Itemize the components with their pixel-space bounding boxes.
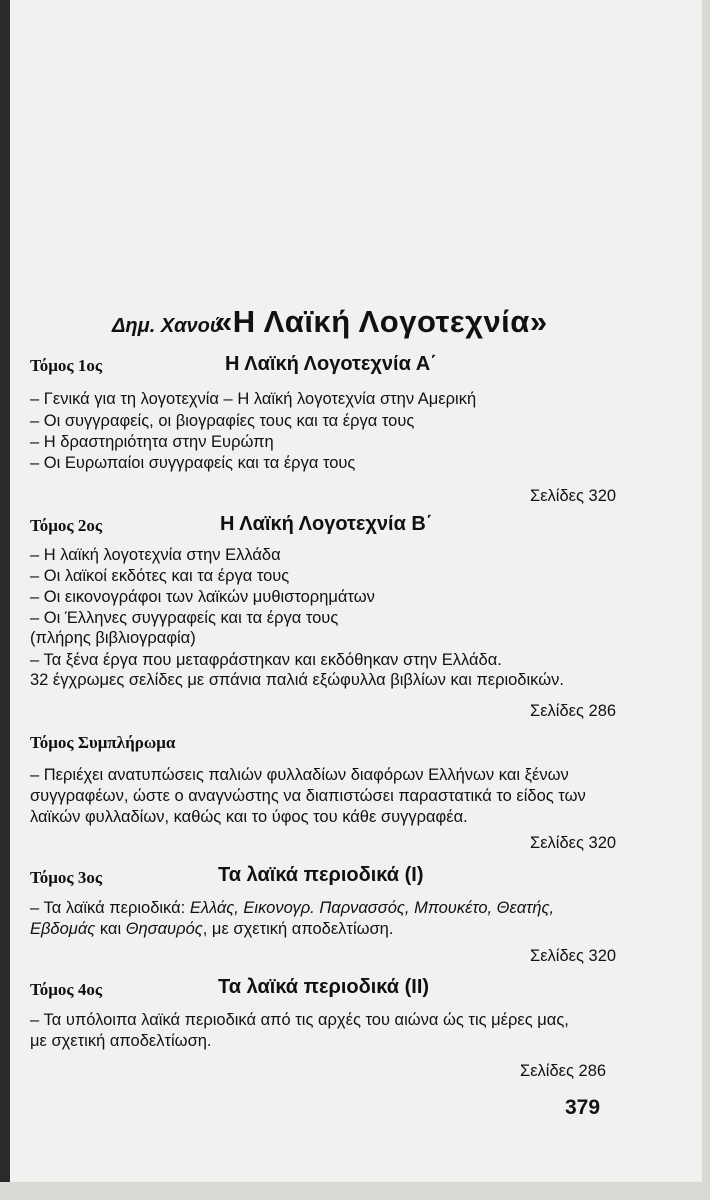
volume2-pages: Σελίδες 286 [530, 702, 617, 720]
volume1-title: Η Λαϊκή Λογοτεχνία Α΄ [225, 353, 437, 375]
volume3-title: Τα λαϊκά περιοδικά (Ι) [218, 864, 424, 886]
volume3-line2-italic-b: Θησαυρός [125, 920, 203, 938]
header-author: Δημ. Χανού [112, 315, 222, 337]
volume2-title: Η Λαϊκή Λογοτεχνία Β΄ [220, 513, 433, 535]
volume3-label: Τόμος 3ος [30, 868, 103, 887]
volume3-line2-italic-a: Εβδομάς [30, 920, 96, 938]
supplement-item: συγγραφέων, ώστε ο αναγνώστης να διαπιστώσει παραστατικά το είδος των [30, 787, 586, 805]
volume2-item: – Οι εικονογράφοι των λαϊκών μυθιστορημάτων [30, 588, 375, 606]
supplement-pages: Σελίδες 320 [530, 834, 617, 852]
volume1-pages: Σελίδες 320 [530, 487, 617, 505]
volume2-item: – Οι Έλληνες συγγραφείς και τα έργα τους [30, 609, 339, 627]
volume1-item: – Οι Ευρωπαίοι συγγραφείς και τα έργα τους [30, 454, 356, 472]
volume3-line2 [30, 919, 393, 939]
volume3-line2-mid: και [95, 920, 126, 938]
volume1-item: – Η δραστηριότητα στην Ευρώπη [30, 433, 274, 451]
volume4-item: – Τα υπόλοιπα λαϊκά περιοδικά από τις αρχές του αιώνα ώς τις μέρες μας, [30, 1011, 569, 1029]
page-edge [702, 0, 710, 1200]
volume3-line1 [30, 898, 554, 918]
volume3-pages: Σελίδες 320 [530, 947, 617, 965]
volume3-line1-italic: Ελλάς, Εικονογρ. Παρνασσός, Μπουκέτο, Θεατής, [189, 899, 555, 917]
page-bottom-edge [0, 1182, 710, 1200]
page-number: 379 [565, 1096, 601, 1119]
header-title: «Η Λαϊκή Λογοτεχνία» [215, 304, 548, 339]
volume1-item: – Γενικά για τη λογοτεχνία – Η λαϊκή λογοτεχνία στην Αμερική [30, 390, 477, 408]
volume2-label: Τόμος 2ος [30, 516, 103, 535]
supplement-label: Τόμος Συμπλήρωμα [30, 733, 176, 752]
supplement-item: – Περιέχει ανατυπώσεις παλιών φυλλαδίων διαφόρων Ελλήνων και ξένων [30, 766, 569, 784]
volume4-title: Τα λαϊκά περιοδικά (ΙΙ) [218, 976, 430, 998]
volume4-pages: Σελίδες 286 [520, 1062, 607, 1080]
volume4-label: Τόμος 4ος [30, 980, 103, 999]
volume1-label: Τόμος 1ος [30, 356, 103, 375]
volume4-item: με σχετική αποδελτίωση. [30, 1032, 212, 1050]
volume2-item: (πλήρης βιβλιογραφία) [30, 629, 196, 647]
supplement-item: λαϊκών φυλλαδίων, καθώς και το ύφος του κάθε συγγραφέα. [30, 808, 468, 826]
page-edge-shadow [0, 0, 10, 1200]
volume1-item: – Οι συγγραφείς, οι βιογραφίες τους και τα έργα τους [30, 412, 415, 430]
volume2-item: – Οι λαϊκοί εκδότες και τα έργα τους [30, 567, 290, 585]
volume2-item: 32 έγχρωμες σελίδες με σπάνια παλιά εξώφυλλα βιβλίων και περιοδικών. [30, 671, 564, 689]
volume2-item: – Τα ξένα έργα που μεταφράστηκαν και εκδόθηκαν στην Ελλάδα. [30, 651, 502, 669]
volume3-line1-prefix: – Τα λαϊκά περιοδικά: [30, 899, 190, 917]
volume2-item: – Η λαϊκή λογοτεχνία στην Ελλάδα [30, 546, 281, 564]
volume3-line2-suffix: , με σχετική αποδελτίωση. [202, 920, 394, 938]
